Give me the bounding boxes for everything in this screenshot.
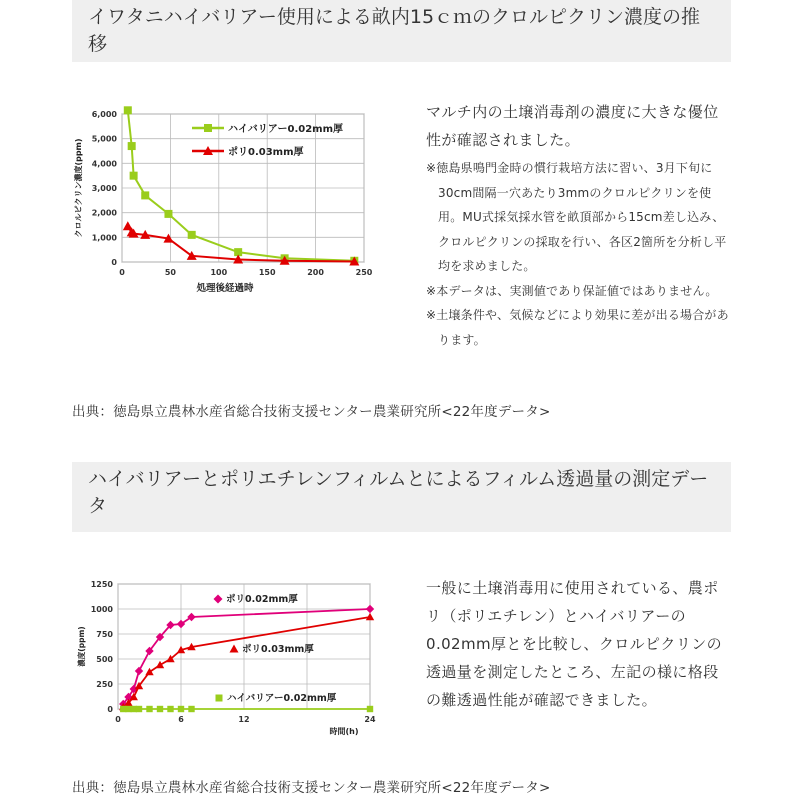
description-1: [426, 98, 731, 352]
x-tick-label: 250: [355, 268, 373, 277]
y-tick-label: 1,000: [91, 233, 117, 243]
data-point: [178, 706, 184, 712]
data-point: [128, 142, 136, 150]
legend-label: ポリ0.02mm厚: [226, 594, 298, 605]
section-title-2: ハイバリアーとポリエチレンフィルムとによるフィルム透過量の測定データ: [72, 462, 731, 532]
y-tick-label: 4,000: [91, 159, 117, 169]
legend-label: ポリ0.03mm厚: [228, 147, 304, 158]
data-point: [188, 231, 196, 239]
x-tick-label: 100: [210, 268, 228, 277]
x-tick-label: 200: [307, 268, 324, 277]
data-point: [157, 706, 163, 712]
source-2: 出典：徳島県立農林水産省総合技術支援センター農業研究所<22年度データ>: [72, 780, 551, 796]
note-item: ※本データは、実測値であり保証値ではありません。: [426, 283, 718, 298]
x-tick-label: 50: [164, 268, 176, 277]
y-tick-label: 250: [96, 680, 113, 689]
data-point: [204, 124, 212, 132]
data-point: [130, 172, 138, 180]
data-point: [164, 210, 172, 218]
y-tick-label: 2,000: [91, 208, 117, 218]
y-tick-label: 5,000: [91, 134, 117, 144]
notes-1: [426, 156, 731, 352]
data-point: [216, 695, 223, 702]
y-axis-label: クロルピクリン濃度(ppm): [74, 138, 83, 238]
y-tick-label: 1000: [90, 605, 113, 614]
data-point: [167, 706, 173, 712]
data-point: [141, 191, 149, 199]
y-axis-label: 濃度(ppm): [77, 626, 86, 667]
chart-permeation-svg: [72, 570, 382, 745]
x-tick-label: 6: [178, 715, 184, 724]
x-tick-label: 12: [238, 715, 250, 724]
legend-label: ポリ0.03mm厚: [242, 644, 314, 655]
note-item: ※徳島県鳴門金時の慣行栽培方法に習い、3月下旬に30cm間隔一穴あたり3mmのクロルピクリンを使用。MU式採気採水管を畝頂部から15cm差し込み、クロルピクリンの採取を行い、各区2箇所を分析し平均を求めました。: [426, 161, 727, 273]
y-tick-label: 3,000: [91, 184, 117, 193]
legend-label: ハイバリアー0.02mm厚: [228, 124, 344, 135]
x-axis-label: 時間(h): [329, 727, 359, 736]
x-tick-label: 150: [258, 268, 276, 277]
legend-label: ハイバリアー0.02mm厚: [227, 693, 337, 704]
note-item: ※土壌条件や、気候などにより効果に差が出る場合があります。: [426, 308, 729, 347]
data-point: [124, 106, 132, 114]
chart-concentration: [72, 100, 382, 300]
chart-concentration-svg: [72, 100, 382, 300]
data-point: [188, 706, 194, 712]
data-point: [146, 706, 152, 712]
x-tick-label: 0: [115, 715, 121, 724]
description-2: [426, 574, 731, 714]
y-tick-label: 500: [96, 655, 113, 664]
description-1-text: マルチ内の土壌消毒剤の濃度に大きな優位性が確認されました。: [426, 103, 719, 149]
data-point: [136, 706, 142, 712]
x-axis-label: 処理後経過時: [196, 283, 254, 294]
x-tick-label: 24: [364, 715, 376, 724]
section-title-1: イワタニハイバリアー使用による畝内15ｃｍのクロルピクリン濃度の推移: [72, 0, 731, 62]
y-tick-label: 1250: [90, 580, 113, 589]
x-tick-label: 0: [119, 268, 125, 277]
y-tick-label: 750: [96, 630, 113, 639]
y-tick-label: 6,000: [91, 110, 117, 119]
data-point: [367, 706, 373, 712]
y-tick-label: 0: [107, 705, 113, 714]
chart-permeation: [72, 570, 382, 745]
source-1: 出典：徳島県立農林水産省総合技術支援センター農業研究所<22年度データ>: [72, 404, 551, 420]
y-tick-label: 0: [111, 258, 117, 267]
description-2-text: 一般に土壌消毒用に使用されている、農ポリ（ポリエチレン）とハイバリアーの0.02mm厚とを比較し、クロルピクリンの透過量を測定したところ、左記の様に格段の難透過性能が確認できました。: [426, 579, 723, 709]
